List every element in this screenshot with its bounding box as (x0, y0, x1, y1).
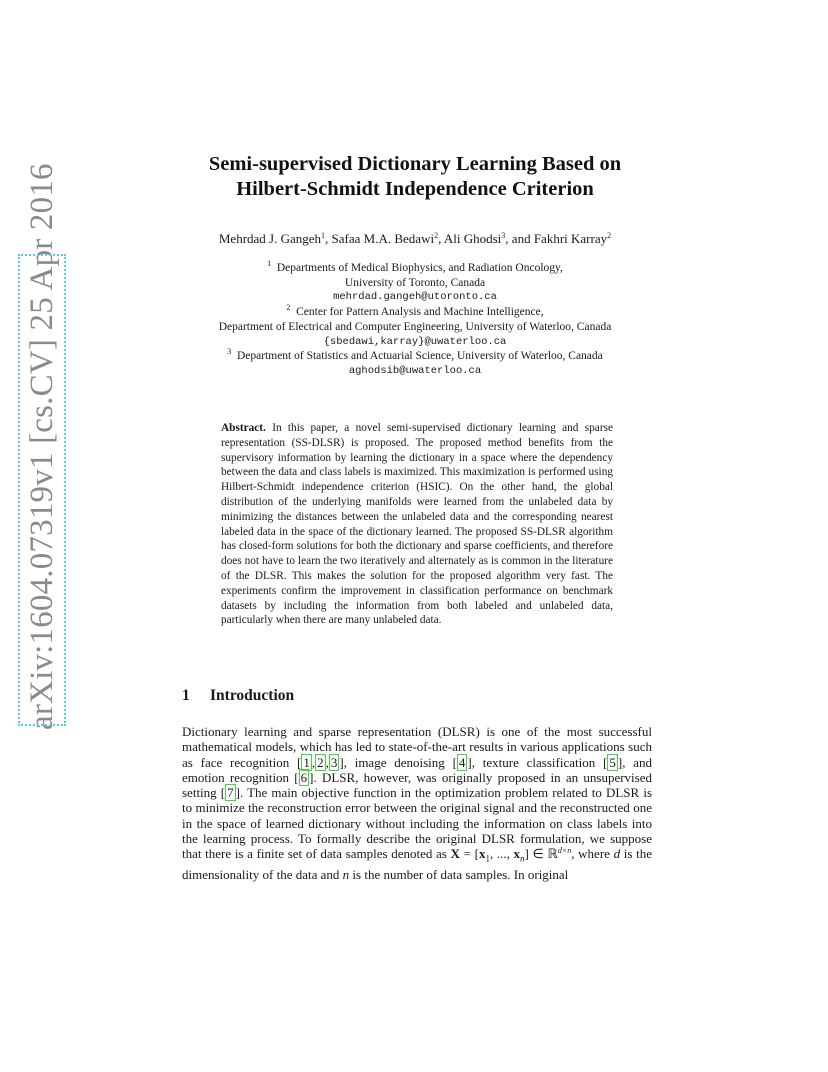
paper-title (180, 152, 650, 202)
email-3[interactable]: aghodsib@uwaterloo.ca (348, 364, 482, 377)
math-d: d (613, 846, 621, 862)
author-4: and Fakhri Karray (511, 231, 608, 246)
math-x1: x (478, 846, 486, 862)
affiliation-1 (150, 261, 680, 276)
section-number: 1 (182, 687, 190, 704)
math-sub-1: 1 (485, 853, 490, 864)
affiliation-1-line-1: Departments of Medical Biophysics, and Radiation Oncology, (276, 262, 563, 274)
arxiv-stamp (14, 163, 70, 730)
math-n: n (342, 867, 350, 883)
affiliations (150, 261, 680, 379)
email-1[interactable]: mehrdad.gangeh@utoronto.ca (333, 291, 497, 304)
affiliation-1-mark: 1 (267, 259, 272, 268)
citation-link[interactable]: 5 (609, 754, 616, 770)
abstract-label: Abstract. (221, 422, 266, 434)
abstract (221, 421, 613, 628)
intro-text-12: is the number of data samples. In original (349, 867, 569, 883)
intro-text-3: ], texture classification [ (467, 754, 608, 770)
title-line-2: Hilbert-Schmidt Independence Criterion (236, 178, 594, 200)
affiliation-2-line-1: Center for Pattern Analysis and Machine Intelligence, (296, 306, 544, 319)
intro-text-9: ] ∈ ℝ (524, 846, 558, 862)
math-X: X (450, 846, 460, 862)
math-xn: x (513, 846, 521, 862)
intro-text-5: ]. DLSR, however, was originally proposed in an unsupervised setting [ (182, 769, 652, 801)
affiliation-1-line-2: University of Toronto, Canada (344, 276, 486, 289)
author-2-mark: 2 (434, 231, 439, 240)
intro-text-11: is the dimensionality of the data and (182, 846, 652, 883)
affiliation-3-line-1: Department of Statistics and Actuarial Science, University of Waterloo, Canada (236, 350, 603, 363)
arxiv-identifier[interactable]: arXiv:1604.07319v1 [cs.CV] 25 Apr 2016 (14, 250, 70, 730)
introduction-paragraph: Dictionary learning and sparse representation (DLSR) is one of the most successful mathematical models, which has led to state-of-the-art results in various applications such as face recognition [ 1 , 2 , 3 ], image denoising [ 4 ], texture classification [ 5 ], and emotion recognition [ 6 ]. DLSR, however, was originally proposed in an unsupervised setting [ 7 ]. The main objective function in the optimization problem related to DLSR is to minimize the reconstruction error between the original signal and the reconstructed one in the space of learned dictionary without including the information on class labels into the learning process. To formally describe the original DLSR formulation, we suppose that there is a finite set of data samples denoted as $X = [x_1$, ..., $x_n$] ∈ ℝ$^{d\times n}$, where d is the dimensionality of the data and n is the number of data samples. In original (182, 724, 653, 883)
citation-link[interactable]: 7 (227, 785, 234, 801)
citation-link[interactable]: 1 (303, 754, 310, 770)
author-list: Mehrdad J. Gangeh$^1$, Safaa M.A. Bedawi$^2$, Ali Ghodsi$^3$, and Fakhri Karray$^2$ (218, 231, 612, 246)
affiliation-2-line-2: Department of Electrical and Computer Engineering, University of Waterloo, Canada (218, 320, 612, 333)
section-heading (182, 687, 294, 705)
author-1-mark: 1 (321, 231, 326, 240)
affiliation-2-mark: 2 (286, 303, 291, 313)
author-3-mark: 3 (501, 231, 506, 240)
author-2: Safaa M.A. Bedawi (331, 231, 435, 246)
abstract-text: In this paper, a novel semi-supervised dictionary learning and sparse representation (SS-DLSR) is proposed. The proposed method benefits from the supervisory information by learning the dictionary in a space where the dependency between the data and class labels is maximized. This maximization is performed using Hilbert-Schmidt independence criterion (HSIC). On the other hand, the global distribution of the underlying manifolds were learned from the unlabeled data by minimizing the distances between the unlabeled data and the corresponding nearest labeled data in the space of the dictionary learned. The proposed SS-DLSR algorithm has closed-form solutions for both the dictionary and sparse coefficients, and therefore does not have to learn the two iteratively and alternately as is common in the literature of the DLSR. This makes the solution for the proposed algorithm very fast. The experiments confirm the improvement in classification performance on benchmark datasets by including the information from both labeled and unlabeled data, particularly when there are many unlabeled data. (221, 422, 613, 627)
citation-link[interactable]: 6 (300, 769, 308, 785)
math-sub-n: n (520, 853, 525, 864)
citation-link[interactable]: 4 (458, 754, 466, 770)
section-title: Introduction (210, 687, 295, 704)
author-3: Ali Ghodsi (443, 231, 502, 246)
citation-link[interactable]: 2 (317, 754, 324, 770)
intro-text-2: ], image denoising [ (339, 754, 457, 770)
affiliation-3 (150, 349, 680, 364)
intro-text-1: Dictionary learning and sparse representation (DLSR) is one of the most successful mathematical models, which has led to state-of-the-art results in various applications such as face recognition [ (182, 724, 652, 770)
intro-text-4: ], and emotion recognition [ (182, 754, 652, 785)
author-1: Mehrdad J. Gangeh (218, 231, 322, 246)
affiliation-2 (150, 305, 680, 320)
intro-text-7: = [ (459, 846, 479, 862)
citation-link[interactable]: 3 (330, 754, 338, 770)
affiliation-3-mark: 3 (227, 347, 232, 357)
title-line-1: Semi-supervised Dictionary Learning Based on (208, 153, 622, 175)
math-dim: d×n (557, 846, 572, 856)
intro-text-10: , where (571, 846, 614, 862)
author-4-mark: 2 (607, 231, 612, 240)
email-2[interactable]: {sbedawi,karray}@uwaterloo.ca (323, 335, 507, 348)
intro-text-8: , ..., (489, 846, 514, 862)
intro-text-6: ]. The main objective function in the optimization problem related to DLSR is to minimize the reconstruction error between the original signal and the reconstructed one in the space of learned dictionary without including the information on class labels into the learning process. To formally describe the original DLSR formulation, we suppose that there is a finite set of data samples denoted as (182, 785, 653, 862)
